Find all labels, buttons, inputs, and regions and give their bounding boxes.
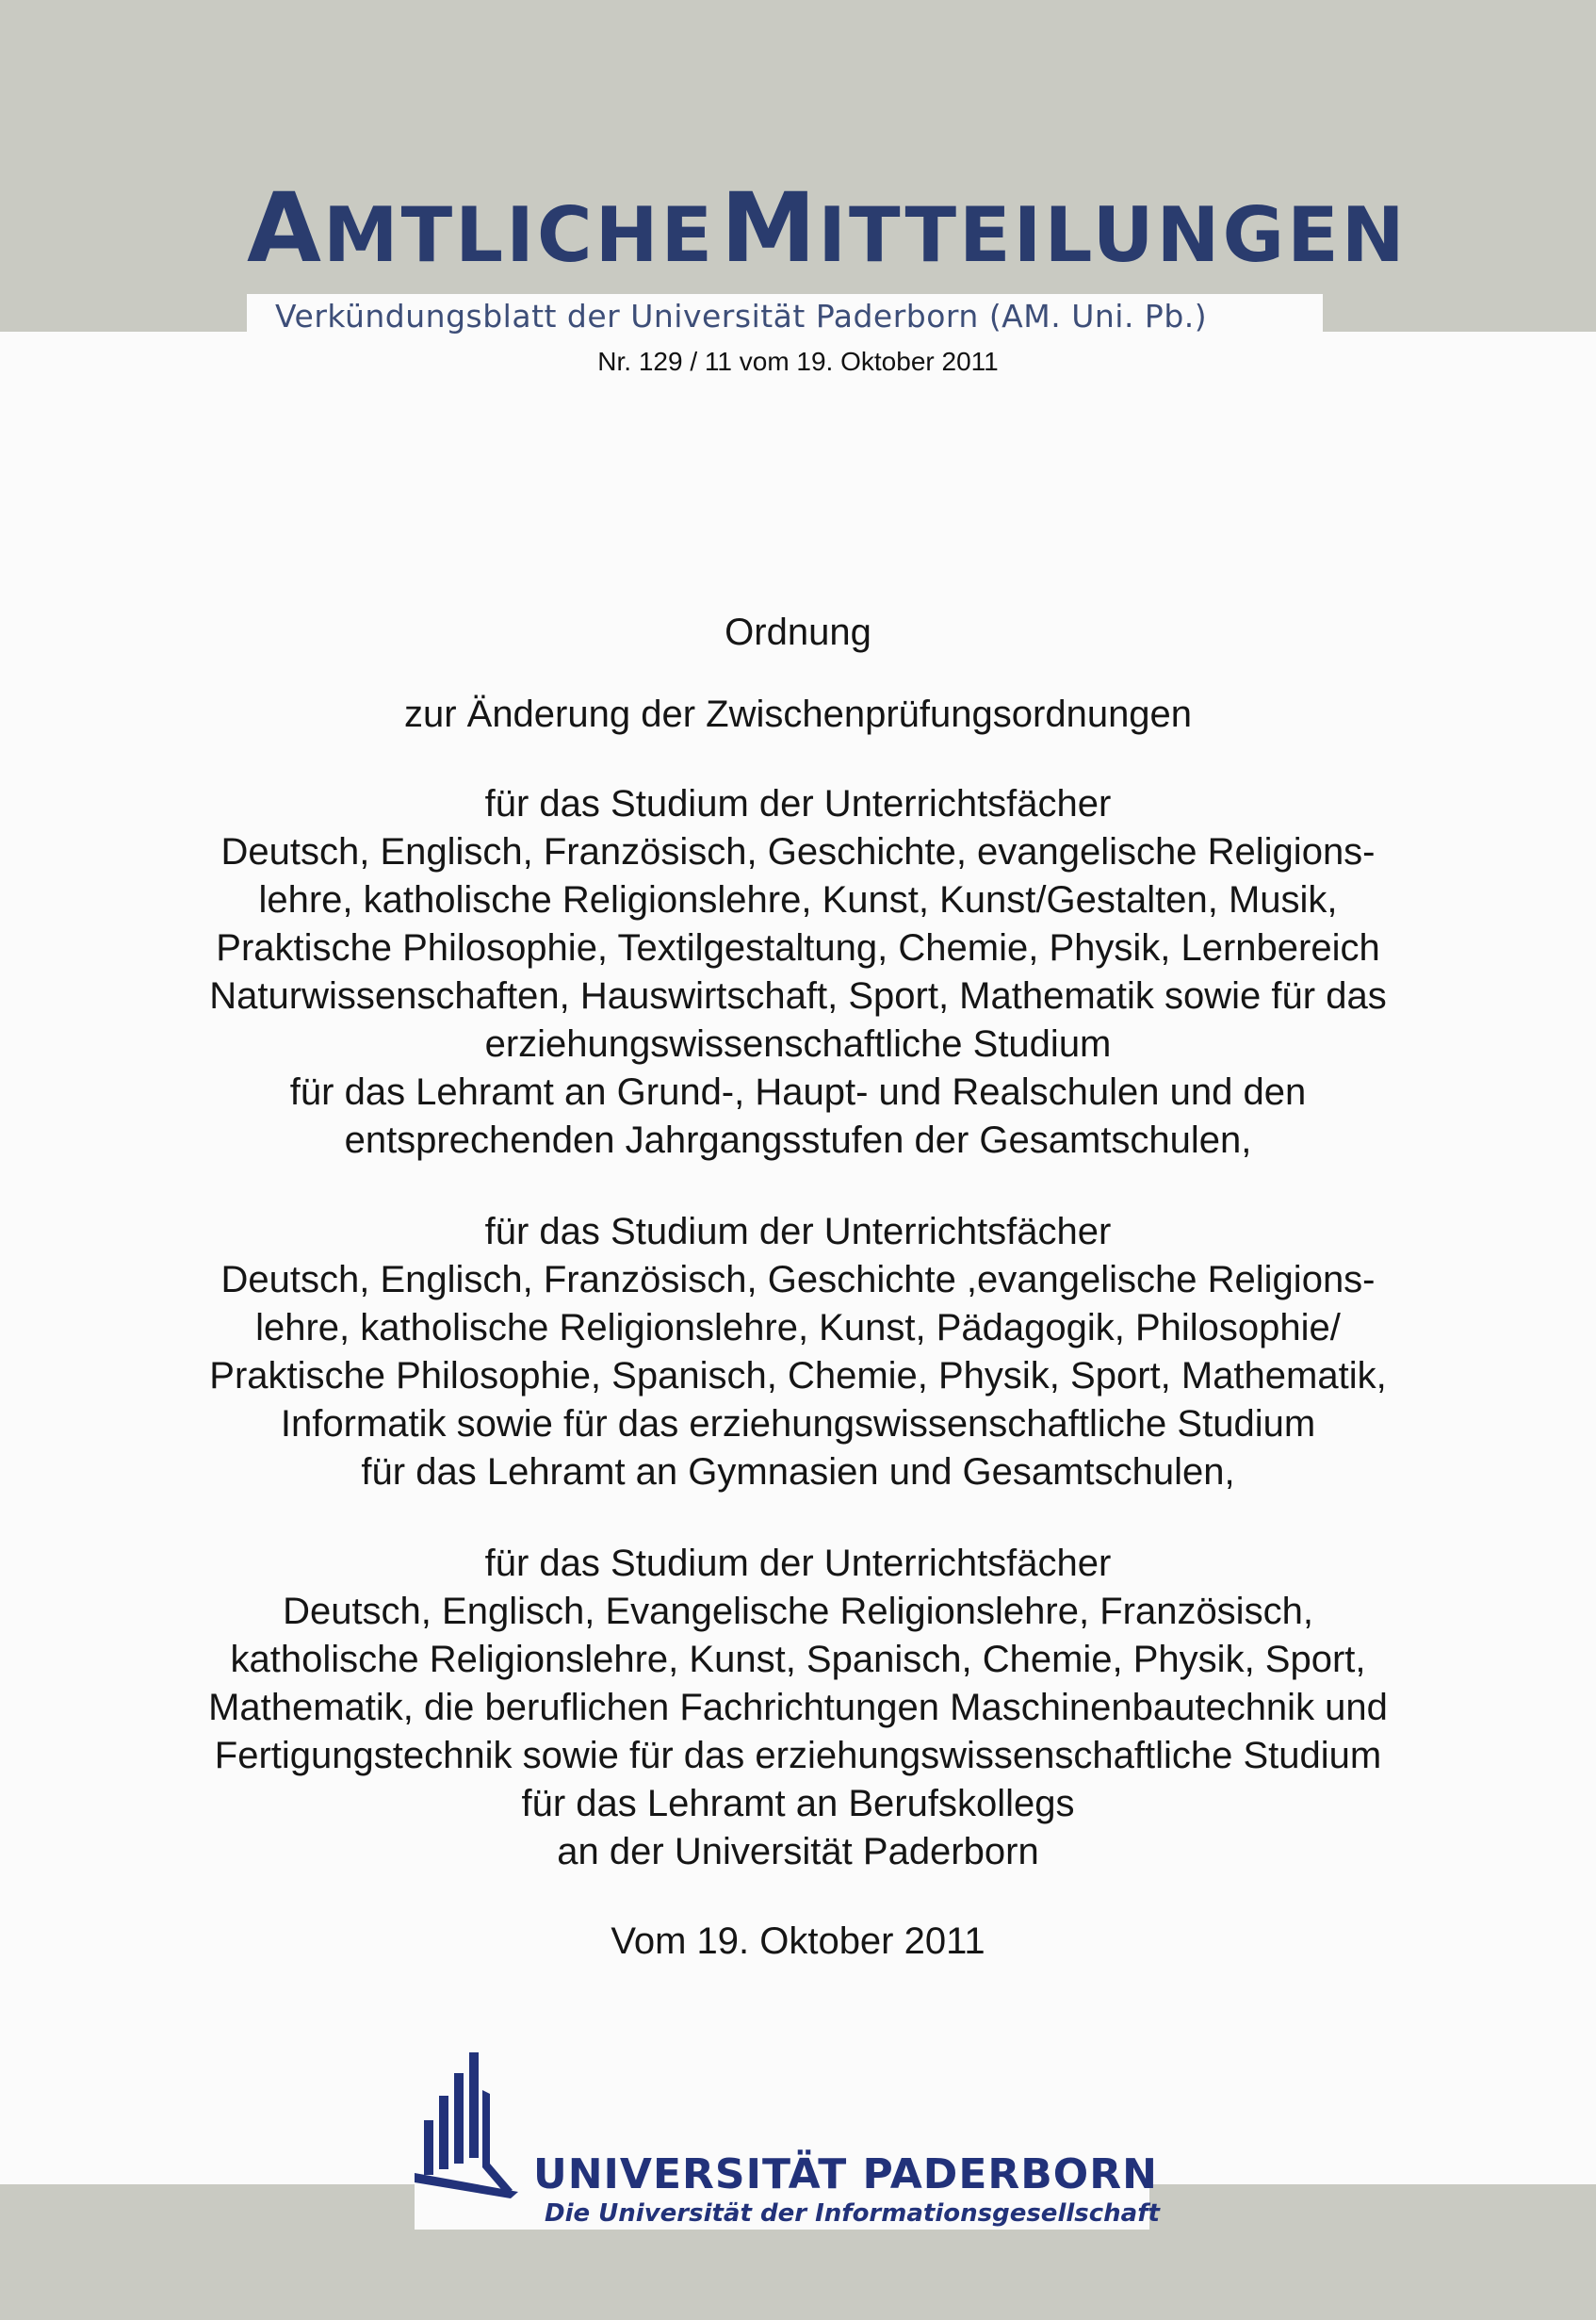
section-line: lehre, katholische Religionslehre, Kunst, Pädagogik, Philosophie/ [255,1307,1341,1348]
university-tagline: Die Universität der Informationsgesellschaft [545,2199,1160,2228]
document-body [151,609,1445,1966]
section-line: für das Lehramt an Gymnasien und Gesamtschulen, [361,1451,1235,1493]
masthead-title [247,172,1408,294]
section-line: Mathematik, die beruflichen Fachrichtungen Maschinenbautechnik und [208,1687,1388,1728]
document-date: Vom 19. Oktober 2011 [611,1920,985,1962]
section-line: Praktische Philosophie, Spanisch, Chemie, Physik, Sport, Mathematik, [209,1355,1387,1397]
section-line: Deutsch, Englisch, Französisch, Geschichte ,evangelische Religions- [220,1259,1376,1300]
section-line: Fertigungstechnik sowie für das erziehungswissenschaftliche Studium [214,1735,1382,1776]
section-line: entsprechenden Jahrgangsstufen der Gesamtschulen, [344,1119,1252,1161]
title-word-1-rest: MTLICHE [322,191,716,279]
university-name: UNIVERSITÄT PADERBORN [533,2150,1158,2198]
document-subheading: zur Änderung der Zwischenprüfungsordnungen [403,694,1193,735]
title-word-2-rest: ITTEILUNGEN [818,191,1408,279]
section-line: für das Studium der Unterrichtsfächer [484,1543,1112,1584]
section-line: lehre, katholische Religionslehre, Kunst, Kunst/Gestalten, Musik, [258,879,1338,921]
section-1 [151,780,1445,1165]
section-line: für das Studium der Unterrichtsfächer [484,1211,1112,1252]
section-3 [151,1540,1445,1876]
section-line: für das Lehramt an Grund-, Haupt- und Realschulen und den [289,1071,1307,1113]
section-line: an der Universität Paderborn [557,1831,1039,1872]
title-initial-a: A [247,172,323,285]
section-line: Praktische Philosophie, Textilgestaltung, Chemie, Physik, Lernbereich [216,927,1380,969]
masthead-subtitle: Verkündungsblatt der Universität Paderborn (AM. Uni. Pb.) [275,298,1208,335]
section-line: für das Lehramt an Berufskollegs [521,1783,1075,1824]
section-line: Deutsch, Englisch, Evangelische Religionslehre, Französisch, [283,1591,1313,1632]
issue-number: Nr. 129 / 11 vom 19. Oktober 2011 [597,347,999,376]
section-2 [151,1208,1445,1496]
section-line: Naturwissenschaften, Hauswirtschaft, Sport, Mathematik sowie für das [209,975,1387,1017]
section-line: Deutsch, Englisch, Französisch, Geschichte, evangelische Religions- [220,831,1376,873]
section-line: erziehungswissenschaftliche Studium [484,1023,1112,1065]
section-line: katholische Religionslehre, Kunst, Spanisch, Chemie, Physik, Sport, [230,1639,1366,1680]
university-logo-icon [415,2052,518,2198]
section-line: für das Studium der Unterrichtsfächer [484,783,1112,825]
document-heading: Ordnung [725,612,871,653]
section-line: Informatik sowie für das erziehungswissenschaftliche Studium [280,1403,1316,1445]
title-initial-m: M [720,172,819,285]
